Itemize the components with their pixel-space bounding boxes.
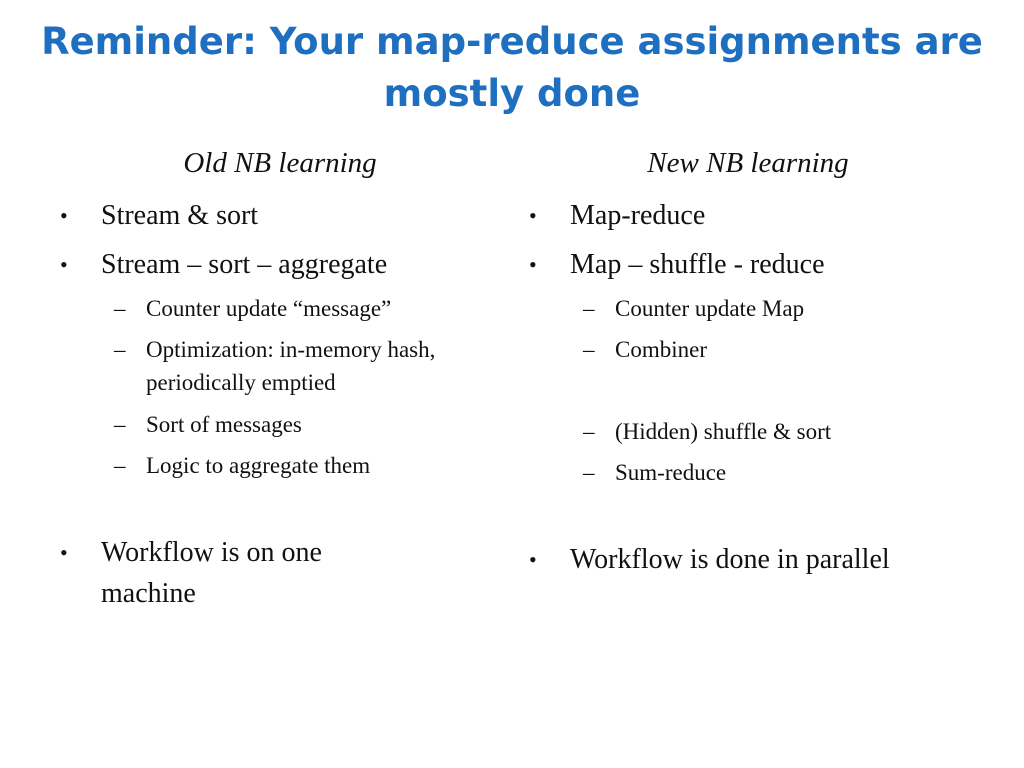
dash-marker: – [583, 337, 595, 362]
dash-marker: – [583, 296, 595, 321]
bullet-text: Stream – sort – aggregate [101, 249, 388, 280]
sub-text: Counter update “message” [146, 296, 392, 321]
bullet-text: Stream & sort [101, 200, 259, 231]
dash-marker: – [114, 337, 126, 362]
bullet-marker: • [60, 540, 68, 565]
sub-text: Sort of messages [146, 412, 302, 437]
left-column-heading: Old NB learning [183, 147, 377, 179]
right-column-heading: New NB learning [647, 147, 849, 179]
bullet-text: Map – shuffle - reduce [570, 249, 825, 280]
dash-marker: – [583, 460, 595, 485]
dash-marker: – [114, 453, 126, 478]
bullet-text: Map-reduce [570, 200, 706, 231]
sub-text: (Hidden) shuffle & sort [615, 419, 832, 444]
slide-title: Reminder: Your map-reduce assignments are mostly done [41, 20, 983, 115]
bullet-text: Workflow is on one machine [101, 537, 322, 609]
sub-text: Optimization: in-memory hash, periodically emptied [146, 337, 436, 395]
bullet-marker: • [60, 252, 68, 277]
bullet-text: Workflow is done in parallel [570, 544, 890, 575]
bullet-marker: • [60, 203, 68, 228]
bullet-marker: • [529, 547, 537, 572]
bullet-marker: • [529, 252, 537, 277]
sub-text: Logic to aggregate them [146, 453, 371, 478]
dash-marker: – [114, 296, 126, 321]
sub-text: Combiner [615, 337, 707, 362]
sub-text: Sum-reduce [615, 460, 727, 485]
dash-marker: – [583, 419, 595, 444]
sub-text: Counter update Map [615, 296, 805, 321]
dash-marker: – [114, 412, 126, 437]
bullet-marker: • [529, 203, 537, 228]
